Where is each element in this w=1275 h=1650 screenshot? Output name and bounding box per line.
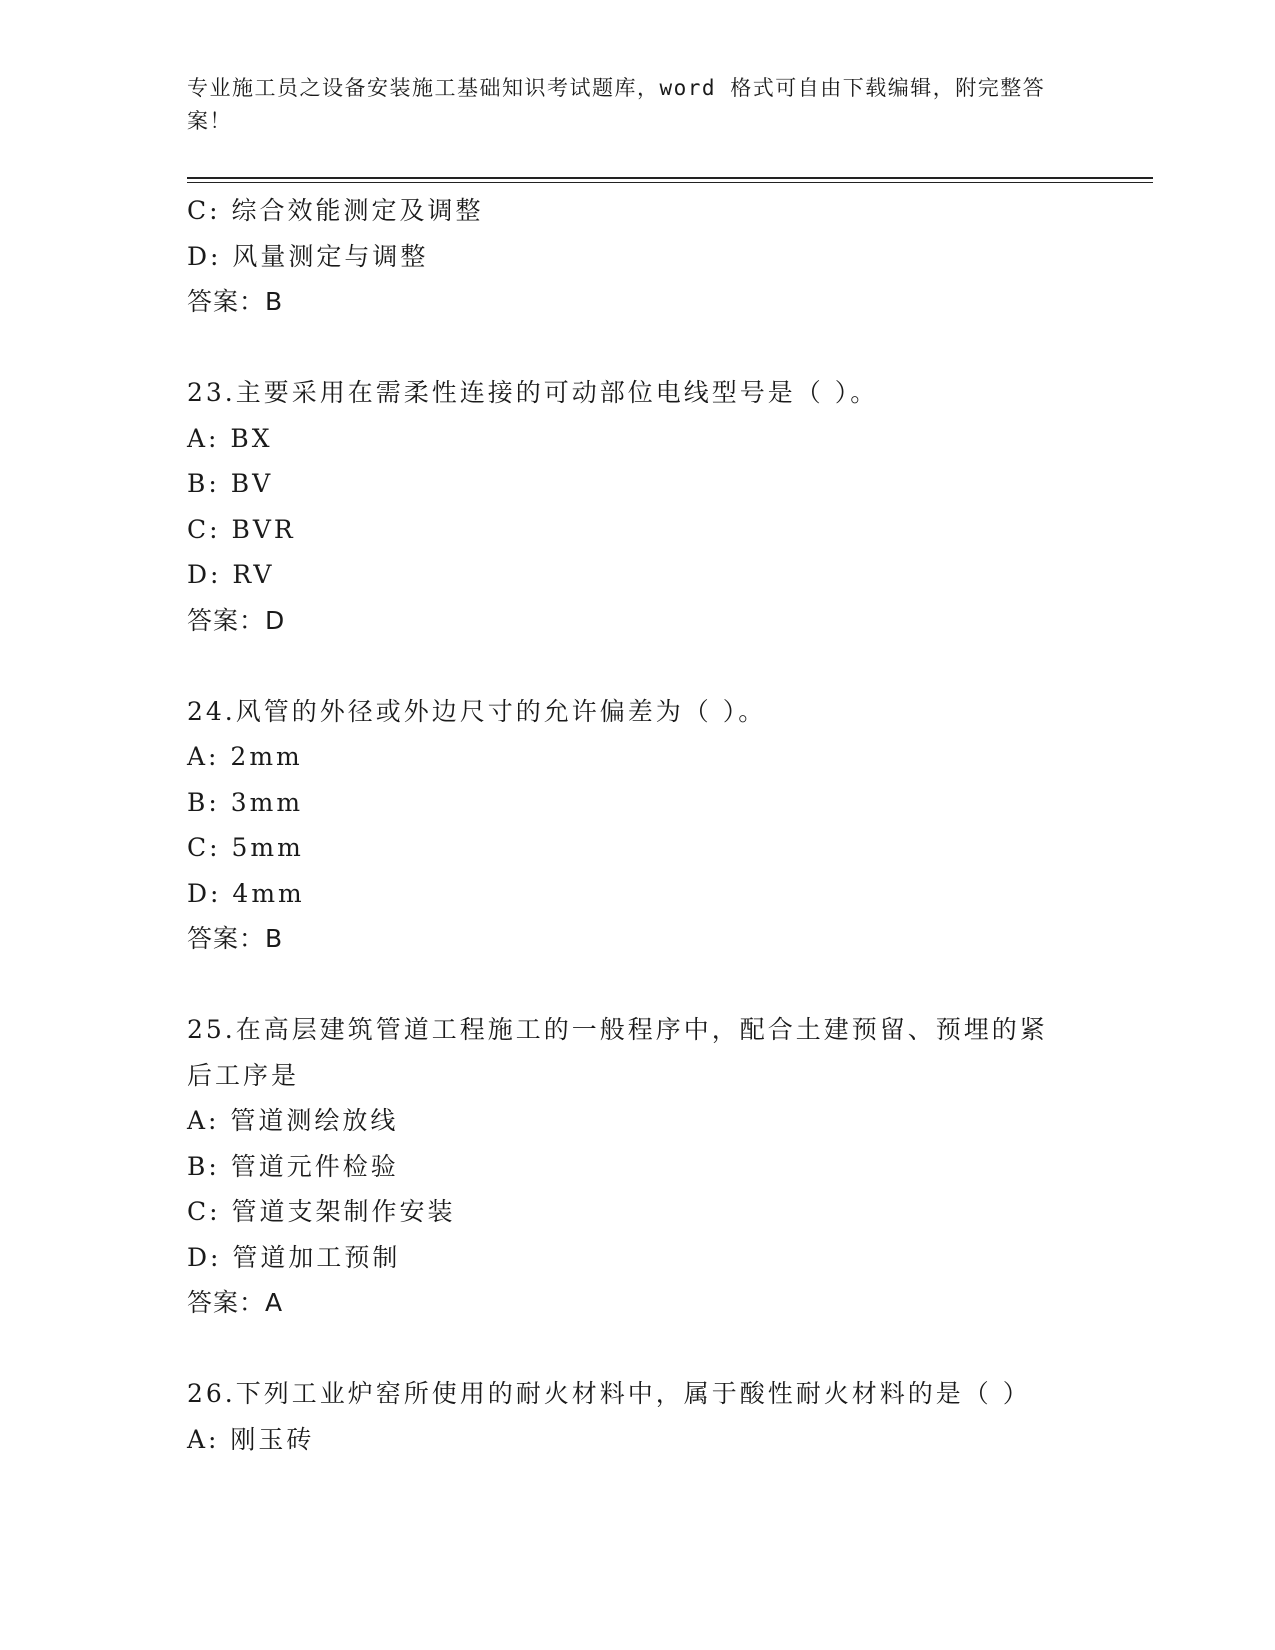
option-d: D: 风量测定与调整 — [187, 241, 429, 271]
spacer — [187, 1326, 1087, 1372]
spacer — [187, 962, 1087, 1008]
question-25: 25.在高层建筑管道工程施工的一般程序中，配合土建预留、预埋的紧后工序是 — [187, 1015, 1048, 1090]
spacer — [187, 643, 1087, 689]
option-d: D: RV — [187, 560, 275, 589]
option-d: D: 管道加工预制 — [187, 1242, 401, 1272]
option-c: C: 综合效能测定及调整 — [187, 196, 484, 225]
header-rule-thin — [187, 182, 1153, 183]
option-a: A: 刚玉砖 — [187, 1424, 315, 1454]
option-a: A: BX — [187, 423, 273, 453]
option-d: D: 4mm — [187, 878, 305, 908]
answer-line: 答案：B — [187, 287, 284, 316]
option-b: B: 管道元件检验 — [187, 1151, 399, 1181]
question-23: 23.主要采用在需柔性连接的可动部位电线型号是（ ）。 — [187, 378, 879, 407]
option-b: B: BV — [187, 469, 274, 498]
spacer — [187, 325, 1087, 371]
question-24: 24.风管的外径或外边尺寸的允许偏差为（ ）。 — [187, 696, 767, 726]
option-c: C: BVR — [187, 514, 296, 544]
option-b: B: 3mm — [187, 787, 304, 817]
option-c: C: 5mm — [187, 833, 304, 862]
answer-line: 答案：B — [187, 924, 284, 953]
option-a: A: 管道测绘放线 — [187, 1106, 399, 1135]
question-26: 26.下列工业炉窑所使用的耐火材料中，属于酸性耐火材料的是（ ） — [187, 1379, 1031, 1408]
answer-line: 答案：D — [187, 605, 286, 635]
document-header: 专业施工员之设备安装施工基础知识考试题库，word 格式可自由下载编辑，附完整答案！ — [187, 76, 1046, 133]
option-c: C: 管道支架制作安装 — [187, 1197, 456, 1226]
option-a: A: 2mm — [187, 742, 303, 771]
answer-line: 答案：A — [187, 1288, 284, 1317]
question-content — [187, 188, 1087, 1462]
header-rule-thick — [187, 177, 1153, 179]
